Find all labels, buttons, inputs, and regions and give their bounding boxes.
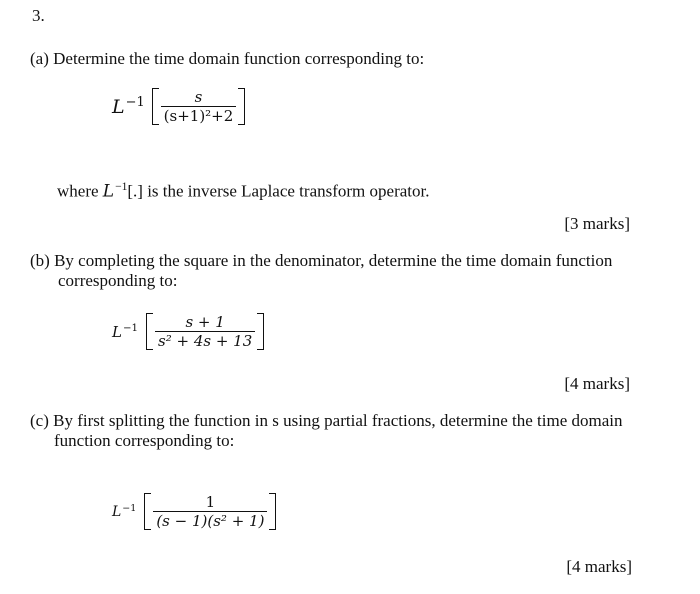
part-a-marks: [3 marks] [564,214,630,233]
part-b-marks: [4 marks] [564,374,630,393]
part-a-bracket [152,88,246,125]
where-inverse-sup: −1 [115,180,128,193]
part-b-intro-line2: corresponding to: [58,271,178,290]
part-b-inverse-sup: −1 [122,322,138,334]
part-b-bracket [146,313,264,350]
part-c-marks: [4 marks] [566,557,632,576]
part-b-numerator: s + 1 [185,313,225,331]
part-a-where: where $L^{-1}[.]$ is the inverse Laplace transform operator. [57,180,430,202]
part-c-bracket [144,493,276,530]
part-c-denominator: (s − 1)(s² + 1) [156,512,265,530]
part-c-intro-line1: (c) By first splitting the function in s using partial fractions, determine the time domain [30,411,623,430]
part-c-intro-line2: function corresponding to: [54,431,235,450]
part-a-denominator: (s+1)²+2 [163,107,234,125]
part-b-operator: $L^{-1}$ [112,322,138,341]
part-a-intro: (a) Determine the time domain function corresponding to: [30,49,425,68]
part-a-inverse-sup: −1 [125,94,145,110]
part-c-inverse-sup: −1 [122,502,137,514]
part-c-numerator: 1 [205,493,216,511]
where-operator: L [102,181,115,202]
part-b-equation [112,313,264,350]
part-c-operator: $L^{-1}$ [112,502,137,521]
part-a-equation [112,88,245,125]
question-number: 3. [32,6,45,25]
part-c-equation [112,493,276,530]
part-a-numerator: s [194,88,203,106]
part-a-operator: $L^{-1}$ [112,94,145,119]
part-b-intro-line1: (b) By completing the square in the denominator, determine the time domain function [30,251,613,270]
part-b-denominator: s² + 4s + 13 [158,332,253,350]
